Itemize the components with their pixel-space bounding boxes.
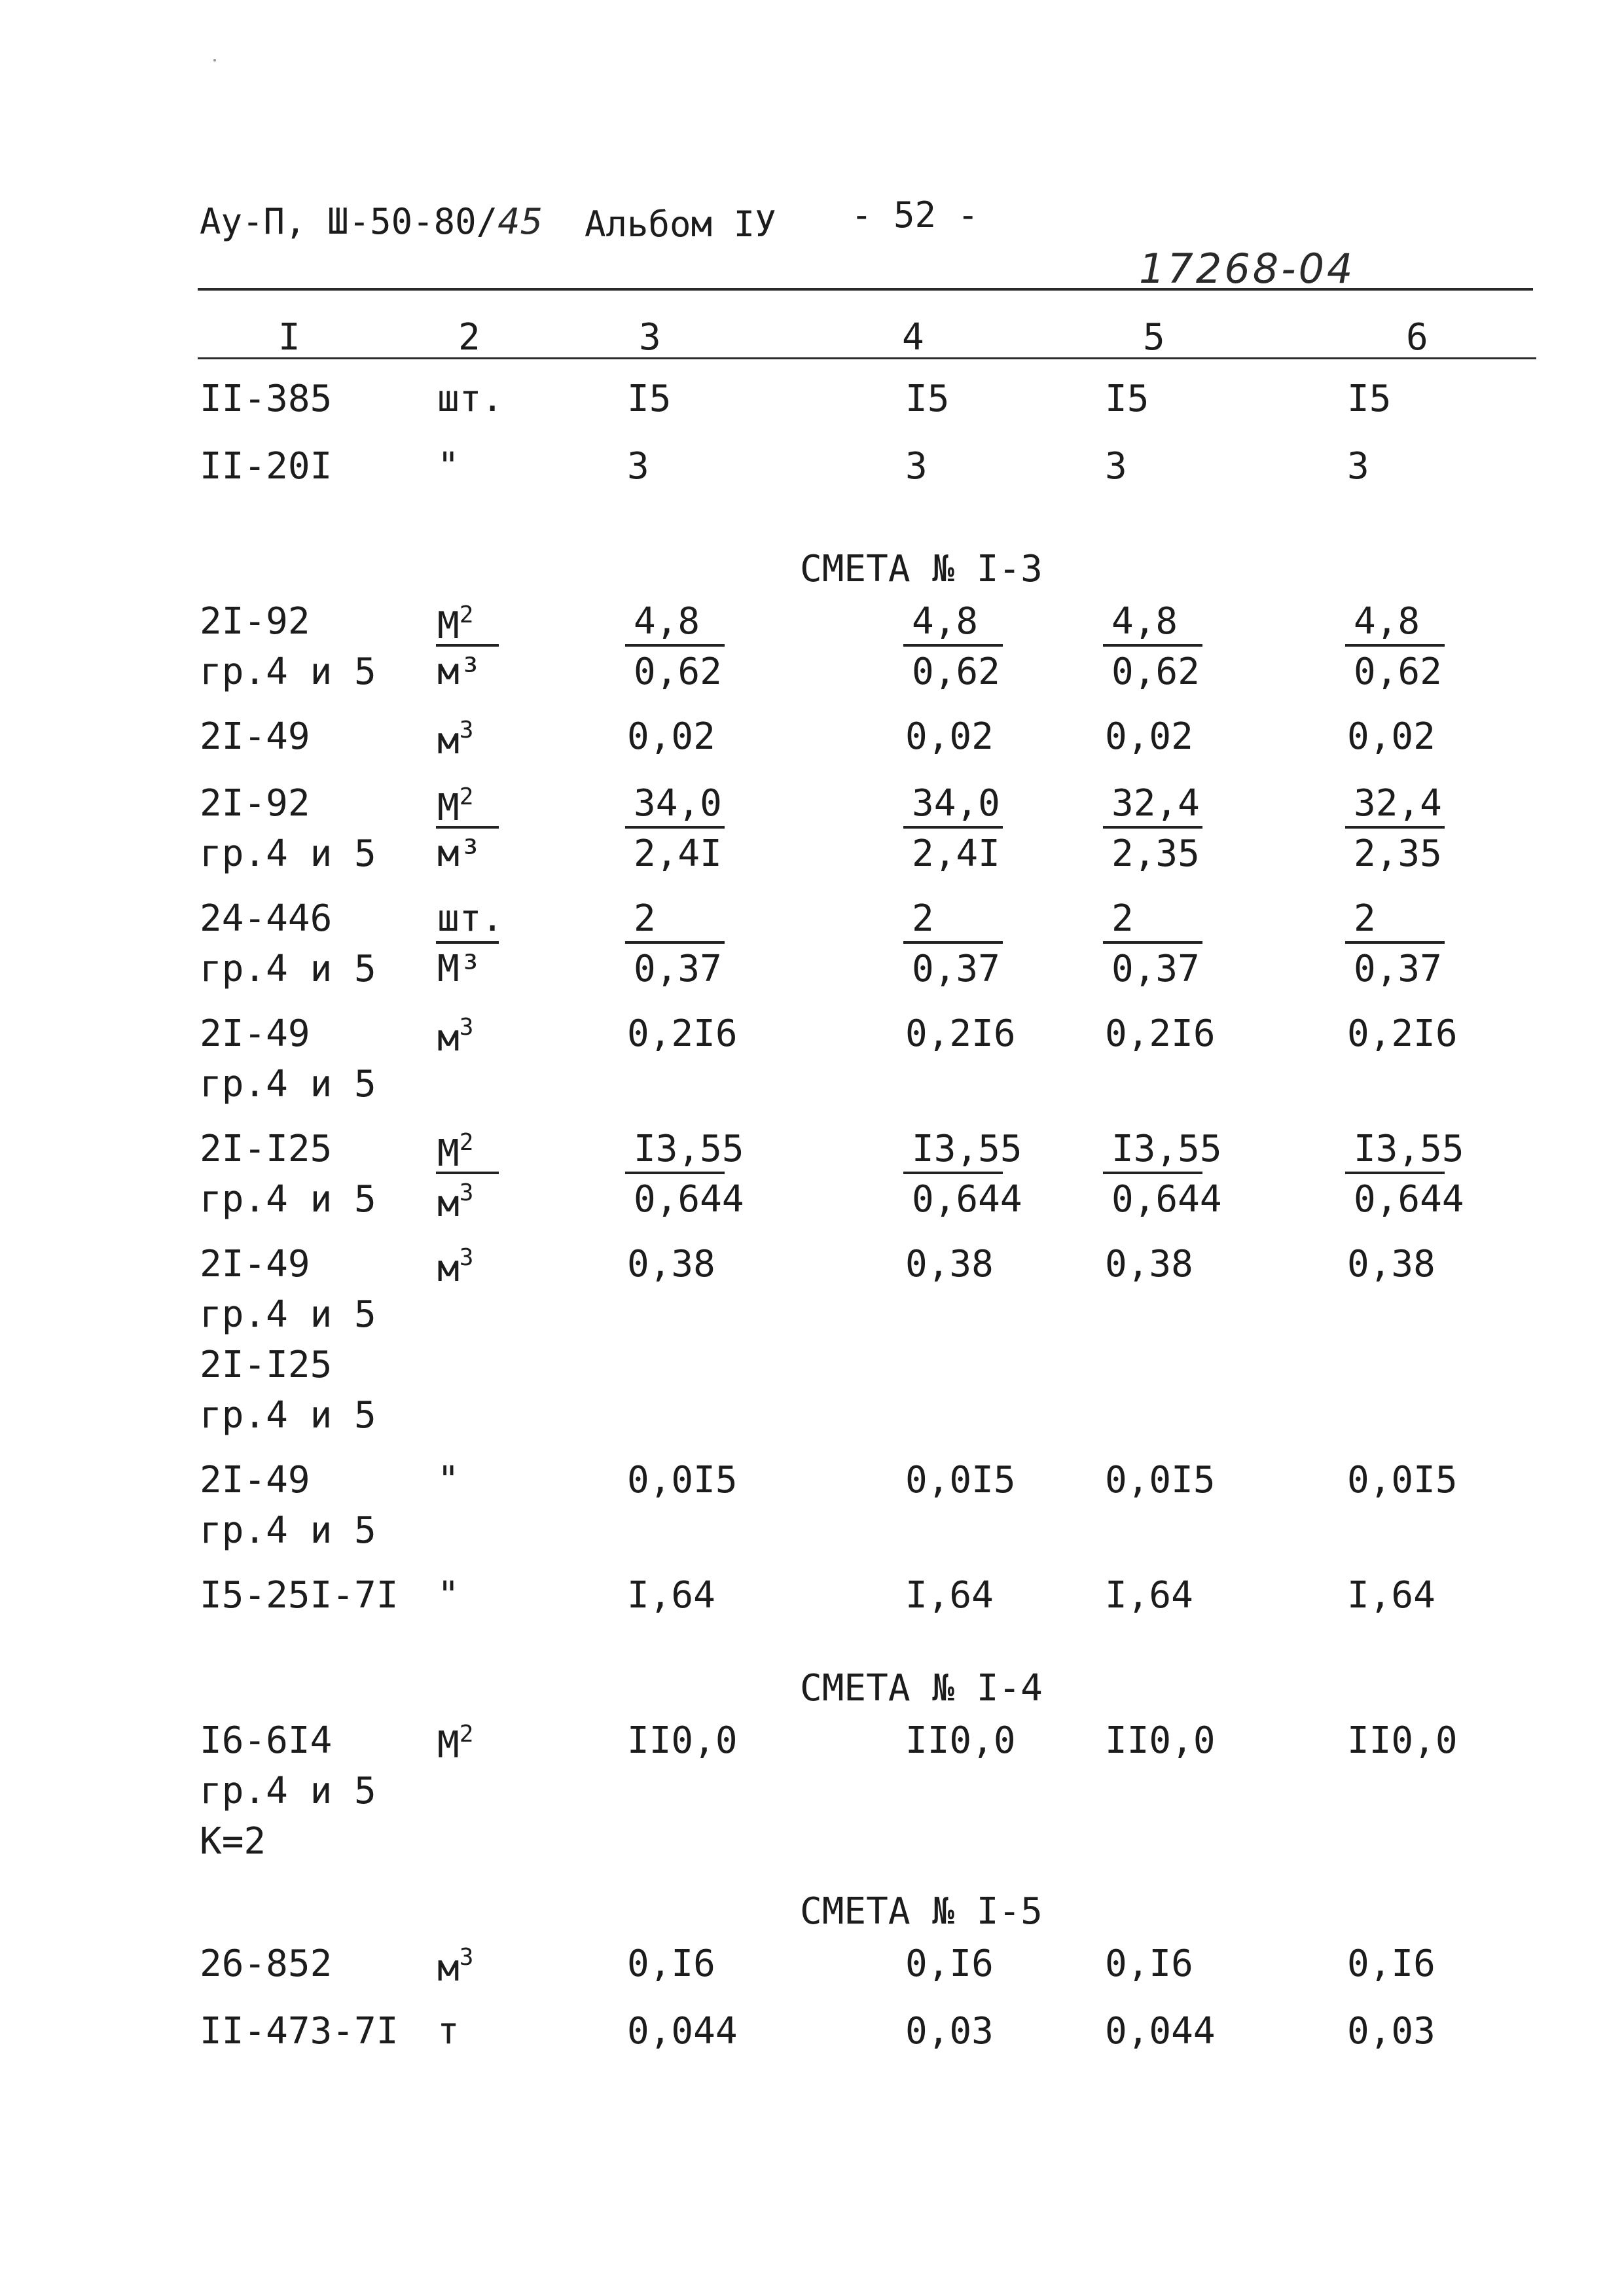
smeta-13-row-unit-denominator: $м^3$ [437,1179,474,1225]
smeta-13-row-value: 0,0I5 [627,1459,738,1501]
smeta-15-row-value: 0,044 [627,2010,738,2053]
table-row-value: I5 [1347,378,1392,420]
smeta-13-row-denominator: 2,35 [1111,833,1200,875]
smeta-13-row-code: 2I-49 [200,1013,310,1055]
smeta-13-row-unit: $м^3$ [437,717,474,762]
document-number: 17268-04 [1139,245,1356,293]
smeta-13-row-fraction-line [1345,941,1445,944]
smeta-14-row-code-extra: гр.4 и 5 [200,1770,376,1812]
smeta-15-row-unit: т [437,2010,460,2053]
smeta-14-row-code: I6-6I4 [200,1719,333,1762]
smeta-13-row-numerator: 32,4 [1111,782,1200,825]
smeta-13-row-fraction-line [1345,826,1445,829]
smeta-13-row-code-group: гр.4 и 5 [200,948,376,990]
smeta-13-row-value: 0,0I5 [1347,1459,1458,1501]
smeta-13-row-code-extra: гр.4 и 5 [200,1293,376,1336]
smeta-13-row-denominator: 0,37 [1354,948,1442,990]
smeta-13-row-code: 2I-49 [200,1243,310,1285]
smeta-13-row-fraction-line [625,1172,725,1174]
smeta-15-row-value: 0,I6 [1347,1943,1435,1985]
smeta-13-row-unit-fraction-line [436,644,499,647]
smeta-13-row-unit-denominator: м³ [437,833,482,875]
document-header [200,201,543,242]
table-row-value: 3 [627,445,649,488]
smeta-13-row-numerator: I3,55 [1354,1128,1464,1170]
column-number-1: I [278,316,300,359]
smeta-13-row-value: I,64 [627,1574,715,1617]
smeta-15-row-value: 0,I6 [1105,1943,1193,1985]
smeta-13-row-denominator: 0,37 [912,948,1000,990]
smeta-13-row-unit-denominator: М³ [437,948,482,990]
smeta-13-row-code: 2I-92 [200,782,310,825]
smeta-13-row-unit-numerator: $М^2$ [437,783,474,829]
smeta-13-row-unit: $м^3$ [437,1244,474,1290]
smeta-15-row-value: 0,044 [1105,2010,1216,2053]
smeta-13-row-numerator: 2 [1111,897,1134,940]
column-header-rule [198,357,1536,359]
smeta-13-row-unit: " [437,1459,460,1501]
smeta-13-row-denominator: 0,62 [1354,651,1442,693]
smeta-13-row-fraction-line [625,941,725,944]
smeta-14-row-code-extra: К=2 [200,1820,266,1863]
table-row-value: 3 [905,445,928,488]
smeta-13-row-code-group: гр.4 и 5 [200,1063,376,1105]
smeta-13-row-unit-fraction-line [436,826,499,829]
table-row-code: II-385 [200,378,333,420]
smeta-13-row-unit-numerator: $М^2$ [437,601,474,647]
table-row-value: I5 [905,378,950,420]
smeta-14-row-value: II0,0 [1105,1719,1216,1762]
album-label: Альбом IУ [585,204,776,245]
header-code: Ау-П, Ш-50-80/ [200,201,498,242]
smeta-13-row-unit-numerator: $М^2$ [437,1129,474,1175]
table-row-value: I5 [627,378,672,420]
smeta-13-row-fraction-line [1103,1172,1202,1174]
smeta-13-row-code-group: гр.4 и 5 [200,651,376,693]
smeta-13-row-value: I,64 [1105,1574,1193,1617]
smeta-15-row-value: 0,03 [1347,2010,1435,2053]
smeta-13-row-denominator: 0,644 [912,1178,1022,1221]
smeta-13-row-value: 0,2I6 [627,1013,738,1055]
smeta-13-row-code: 24-446 [200,897,333,940]
smeta-13-row-value: 0,02 [905,715,994,758]
table-row-value: 3 [1105,445,1127,488]
smeta-13-row-numerator: 32,4 [1354,782,1442,825]
section-title: СМЕТА № I-5 [800,1890,1043,1933]
smeta-13-row-unit-denominator: м³ [437,651,482,693]
smeta-13-row-value: 0,02 [627,715,715,758]
smeta-13-row-fraction-line [625,644,725,647]
smeta-13-row-numerator: 4,8 [634,600,700,643]
smeta-13-row-numerator: 34,0 [912,782,1000,825]
smeta-13-row-fraction-line [903,941,1003,944]
smeta-15-row-value: 0,03 [905,2010,994,2053]
smeta-13-row-fraction-line [1103,644,1202,647]
smeta-13-row-denominator: 0,62 [634,651,722,693]
smeta-13-row-denominator: 0,62 [1111,651,1200,693]
section-title: СМЕТА № I-3 [800,548,1043,590]
smeta-13-row-value: 0,0I5 [905,1459,1016,1501]
smeta-13-row-numerator: 4,8 [1111,600,1178,643]
smeta-13-row-value: 0,38 [1105,1243,1193,1285]
smeta-13-row-value: 0,38 [905,1243,994,1285]
smeta-13-row-code-extra: гр.4 и 5 [200,1394,376,1437]
smeta-14-row-value: II0,0 [1347,1719,1458,1762]
scan-speck [213,59,216,62]
smeta-13-row-denominator: 0,37 [634,948,722,990]
smeta-13-row-numerator: 2 [1354,897,1376,940]
table-row-value: 3 [1347,445,1369,488]
smeta-13-row-code-extra: 2I-I25 [200,1344,333,1386]
smeta-13-row-fraction-line [1345,644,1445,647]
header-handwritten-suffix: 45 [497,201,543,242]
smeta-15-row-value: 0,I6 [627,1943,715,1985]
smeta-13-row-numerator: 4,8 [1354,600,1420,643]
smeta-13-row-numerator: 2 [912,897,934,940]
column-number-4: 4 [902,316,924,359]
smeta-13-row-denominator: 2,35 [1354,833,1442,875]
header-rule [198,288,1533,291]
smeta-13-row-denominator: 0,644 [634,1178,744,1221]
smeta-15-row-unit: $м^3$ [437,1944,474,1990]
smeta-13-row-fraction-line [1103,826,1202,829]
smeta-13-row-unit: $м^3$ [437,1014,474,1060]
smeta-13-row-denominator: 0,62 [912,651,1000,693]
smeta-15-row-code: II-473-7I [200,2010,399,2053]
smeta-13-row-code: 2I-I25 [200,1128,333,1170]
column-number-2: 2 [458,316,480,359]
smeta-13-row-value: 0,02 [1105,715,1193,758]
smeta-13-row-numerator: I3,55 [634,1128,744,1170]
smeta-13-row-value: 0,2I6 [905,1013,1016,1055]
table-row-unit: " [437,445,460,488]
smeta-13-row-fraction-line [1345,1172,1445,1174]
column-number-6: 6 [1406,316,1428,359]
smeta-13-row-unit-fraction-line [436,941,499,944]
smeta-13-row-code-group: гр.4 и 5 [200,833,376,875]
smeta-13-row-code: 2I-92 [200,600,310,643]
smeta-13-row-value: I,64 [905,1574,994,1617]
smeta-13-row-numerator: I3,55 [912,1128,1022,1170]
smeta-13-row-denominator: 0,644 [1354,1178,1464,1221]
smeta-13-row-denominator: 0,37 [1111,948,1200,990]
smeta-13-row-value: 0,38 [1347,1243,1435,1285]
smeta-14-row-value: II0,0 [905,1719,1016,1762]
smeta-13-row-fraction-line [625,826,725,829]
column-number-5: 5 [1143,316,1165,359]
smeta-14-row-value: II0,0 [627,1719,738,1762]
table-row-value: I5 [1105,378,1149,420]
smeta-13-row-value: 0,02 [1347,715,1435,758]
smeta-13-row-code-group: гр.4 и 5 [200,1178,376,1221]
smeta-13-row-value: 0,2I6 [1347,1013,1458,1055]
table-row-unit: шт. [437,378,504,420]
smeta-13-row-fraction-line [903,1172,1003,1174]
smeta-13-row-code-group: гр.4 и 5 [200,1509,376,1552]
smeta-13-row-numerator: 4,8 [912,600,979,643]
smeta-13-row-fraction-line [1103,941,1202,944]
smeta-13-row-numerator: 2 [634,897,656,940]
smeta-13-row-denominator: 0,644 [1111,1178,1222,1221]
smeta-13-row-code: 2I-49 [200,1459,310,1501]
smeta-13-row-denominator: 2,4I [634,833,722,875]
section-title: СМЕТА № I-4 [800,1667,1043,1710]
smeta-13-row-denominator: 2,4I [912,833,1000,875]
smeta-13-row-numerator: I3,55 [1111,1128,1222,1170]
smeta-13-row-value: 0,38 [627,1243,715,1285]
smeta-13-row-numerator: 34,0 [634,782,722,825]
column-number-3: 3 [639,316,661,359]
smeta-13-row-fraction-line [903,644,1003,647]
smeta-13-row-value: 0,2I6 [1105,1013,1216,1055]
table-row-code: II-20I [200,445,333,488]
smeta-13-row-value: I,64 [1347,1574,1435,1617]
smeta-13-row-code: I5-25I-7I [200,1574,399,1617]
smeta-15-row-value: 0,I6 [905,1943,994,1985]
smeta-13-row-unit-numerator: шт. [437,897,504,940]
smeta-13-row-code: 2I-49 [200,715,310,758]
smeta-14-row-unit: $М^2$ [437,1721,474,1767]
smeta-15-row-code: 26-852 [200,1943,333,1985]
smeta-13-row-fraction-line [903,826,1003,829]
smeta-13-row-unit-fraction-line [436,1172,499,1174]
page-number: - 52 - [851,194,979,236]
smeta-13-row-unit: " [437,1574,460,1617]
smeta-13-row-value: 0,0I5 [1105,1459,1216,1501]
